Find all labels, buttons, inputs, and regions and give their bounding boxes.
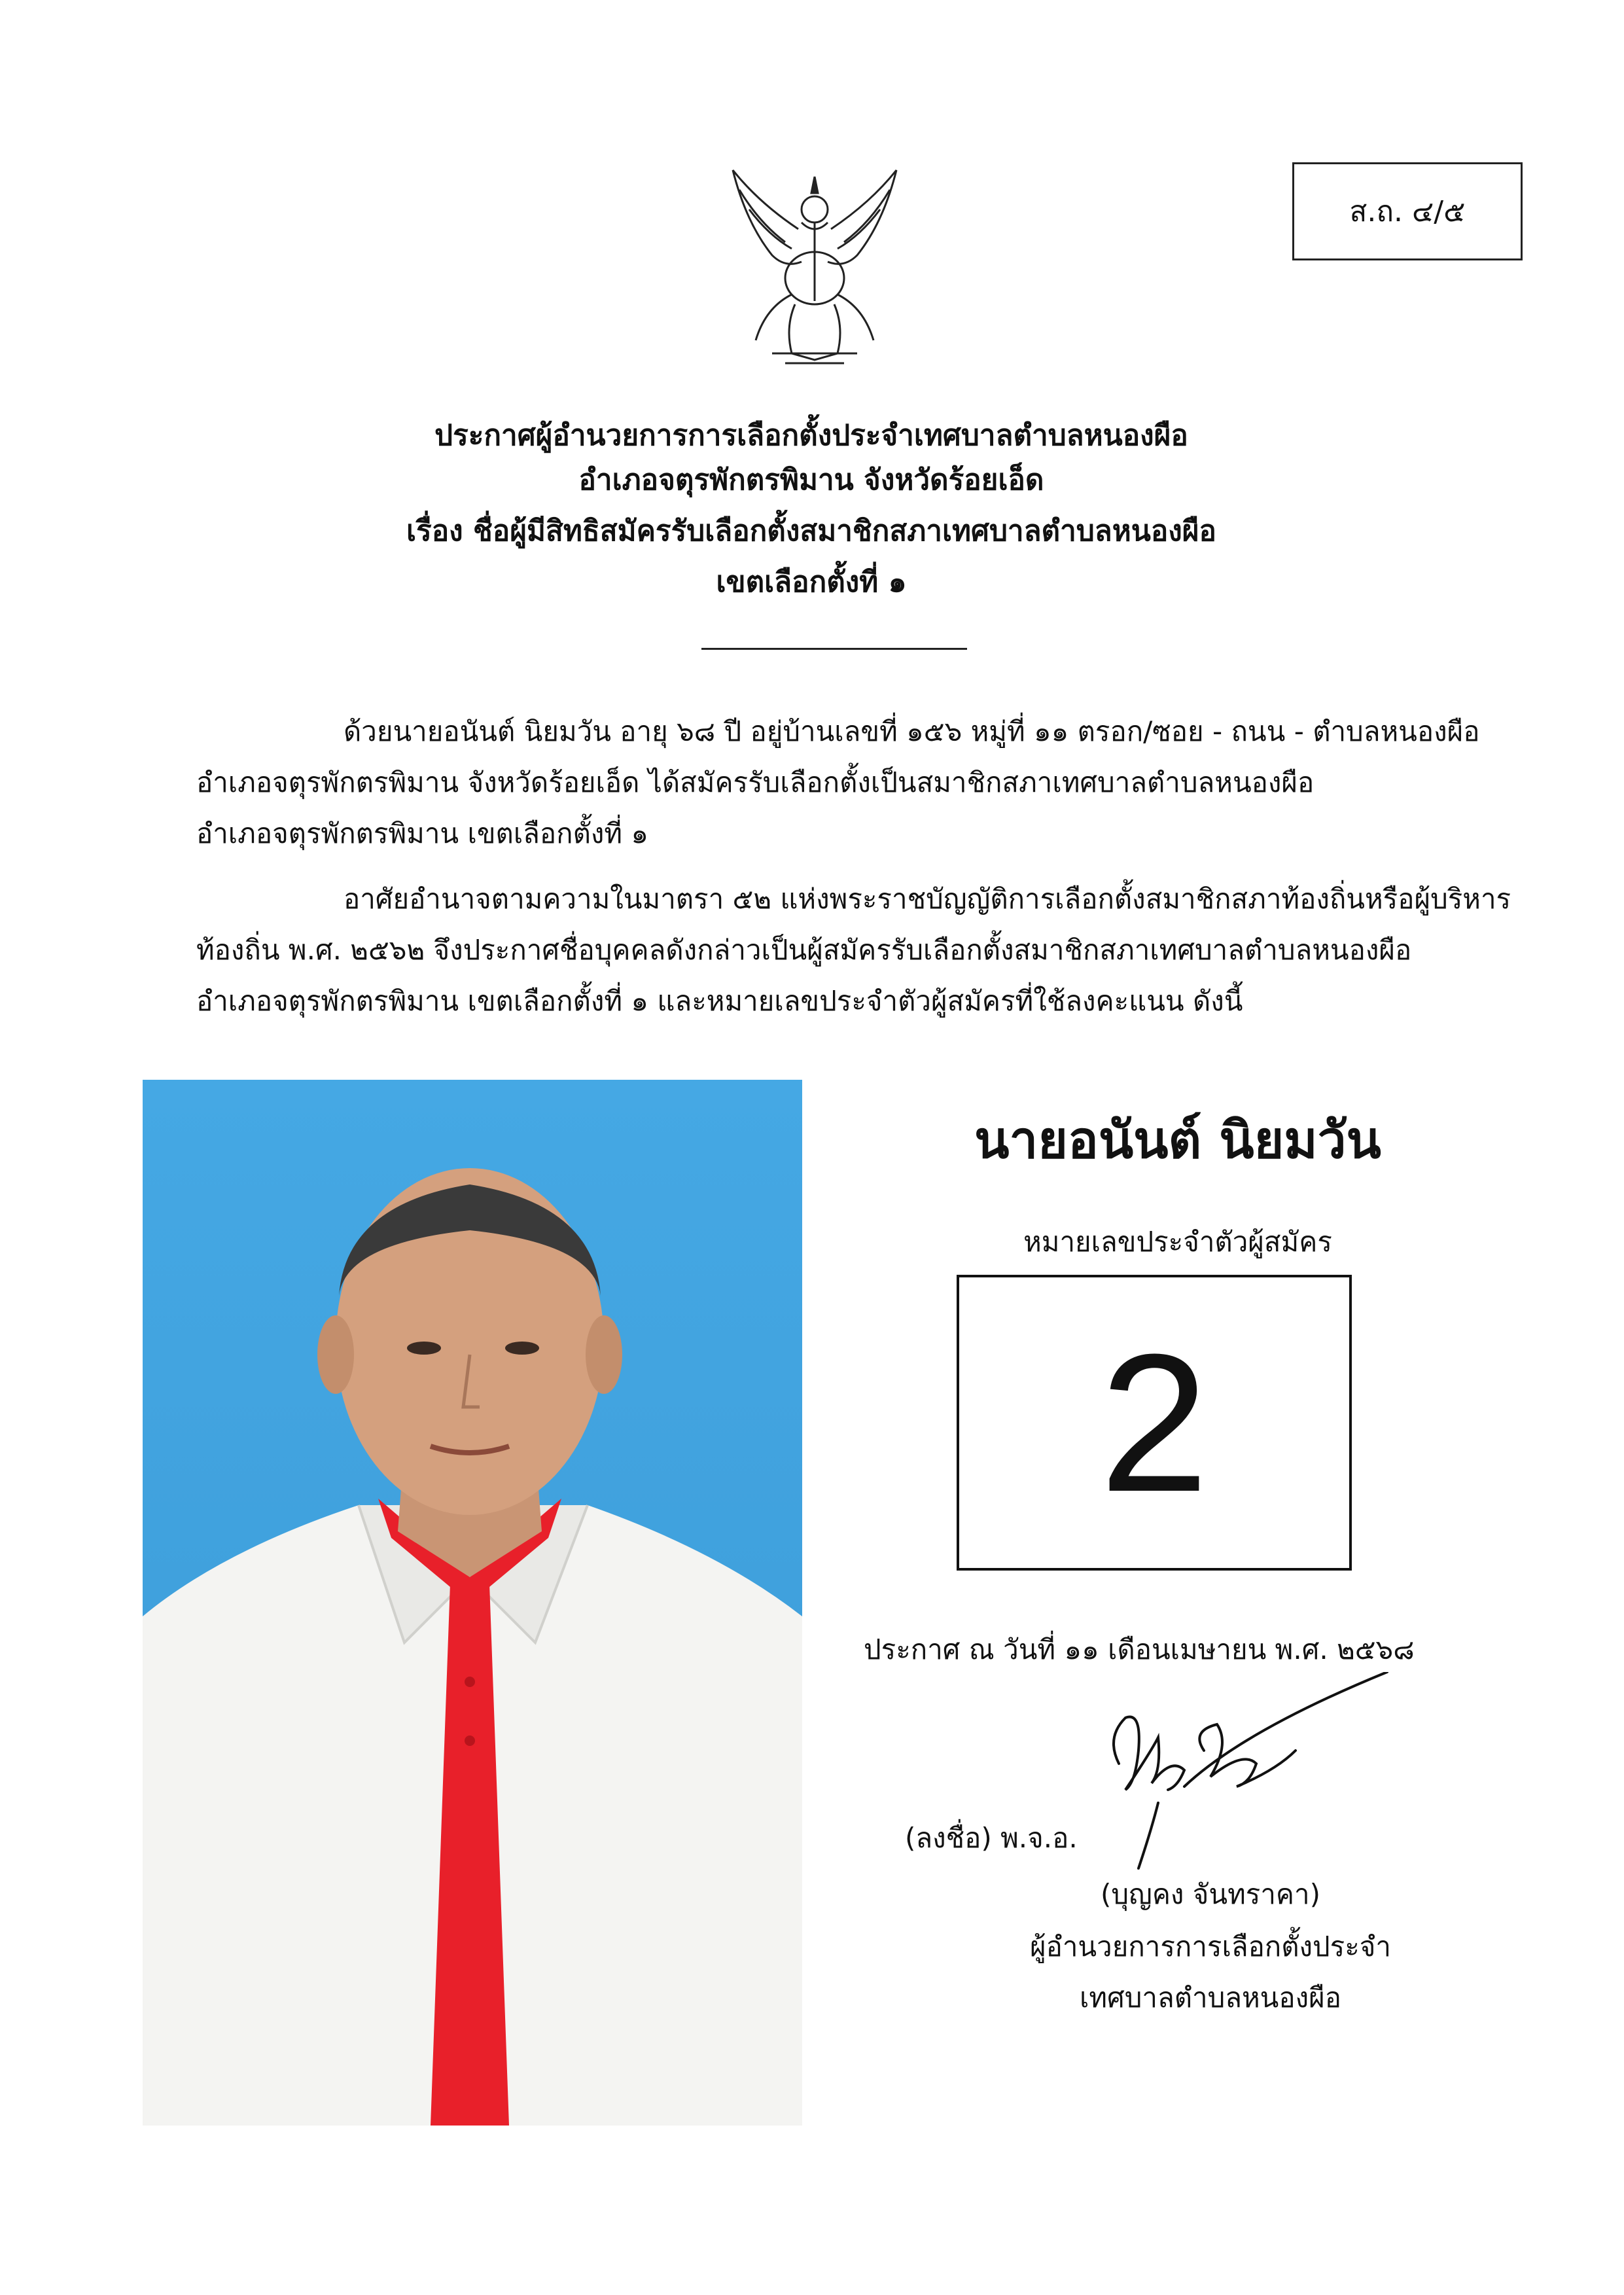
candidate-portrait-illustration	[143, 1080, 802, 2126]
candidate-name: นายอนันต์ นิยมวัน	[974, 1111, 1381, 1170]
form-code-box	[1292, 162, 1523, 260]
handwritten-signature	[1080, 1672, 1394, 1881]
paragraph-2-line-2: ท้องถิ่น พ.ศ. ๒๕๖๒ จึงประกาศชื่อบุคคลดังกล่าวเป็นผู้สมัครรับเลือกตั้งสมาชิกสภาเทศบาลตำบลหนองผือ	[196, 934, 1412, 966]
candidate-number-box	[957, 1275, 1352, 1571]
candidate-number-label: หมายเลขประจำตัวผู้สมัคร	[1023, 1226, 1332, 1258]
paragraph-2-line-3: อำเภอจตุรพักตรพิมาน เขตเลือกตั้งที่ ๑ และหมายเลขประจำตัวผู้สมัครที่ใช้ลงคะแนน ดังนี้	[196, 985, 1243, 1017]
paragraph-1-line-2: อำเภอจตุรพักตรพิมาน จังหวัดร้อยเอ็ด ได้สมัครรับเลือกตั้งเป็นสมาชิกสภาเทศบาลตำบลหนองผือ	[196, 766, 1315, 798]
announcement-date: ประกาศ ณ วันที่ ๑๑ เดือนเมษายน พ.ศ. ๒๕๖๘	[864, 1633, 1415, 1665]
paragraph-1-line-1: ด้วยนายอนันต์ นิยมวัน อายุ ๖๘ ปี อยู่บ้านเลขที่ ๑๕๖ หมู่ที่ ๑๑ ตรอก/ซอย - ถนน - ตำบลหนองผือ	[344, 715, 1480, 747]
header-line-3: เรื่อง ชื่อผู้มีสิทธิสมัครรับเลือกตั้งสมาชิกสภาเทศบาลตำบลหนองผือ	[406, 514, 1216, 548]
paragraph-1-line-3: อำเภอจตุรพักตรพิมาน เขตเลือกตั้งที่ ๑	[196, 817, 649, 849]
candidate-number: 2	[1099, 1313, 1209, 1533]
signer-name: (บุญคง จันทราคา)	[1101, 1878, 1320, 1910]
signer-position-line-2: เทศบาลตำบลหนองผือ	[1080, 1982, 1341, 2014]
header-line-4: เขตเลือกตั้งที่ ๑	[716, 565, 907, 599]
header-line-2: อำเภอจตุรพักตรพิมาน จังหวัดร้อยเอ็ด	[578, 463, 1044, 497]
form-code: ส.ถ. ๔/๕	[1349, 195, 1466, 228]
signer-position-line-1: ผู้อำนวยการการเลือกตั้งประจำ	[1030, 1930, 1391, 1963]
signed-label: (ลงชื่อ) พ.จ.อ.	[905, 1822, 1078, 1854]
garuda-emblem-icon	[720, 164, 909, 373]
header-divider	[701, 648, 967, 650]
candidate-photo	[143, 1080, 802, 2126]
header-line-1: ประกาศผู้อำนวยการการเลือกตั้งประจำเทศบาลตำบลหนองผือ	[434, 419, 1188, 452]
paragraph-2-line-1: อาศัยอำนาจตามความในมาตรา ๕๒ แห่งพระราชบัญญัติการเลือกตั้งสมาชิกสภาท้องถิ่นหรือผู้บริหาร	[344, 883, 1511, 915]
